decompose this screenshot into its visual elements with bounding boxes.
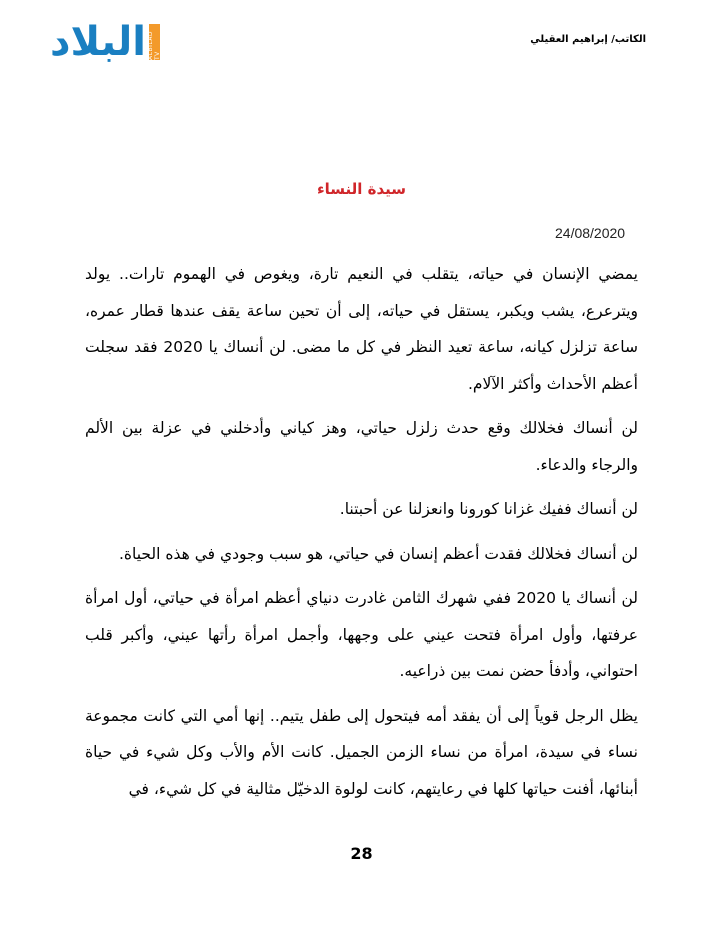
author-byline: الكاتب/ إبراهيم العقيلي [530, 34, 646, 45]
article-title: سيدة النساء [316, 180, 407, 198]
logo-text: البلاد [50, 19, 146, 65]
logo-tab [149, 24, 160, 60]
page-number: 28 [350, 844, 373, 863]
albilad-logo [50, 19, 162, 66]
paragraph: يمضي الإنسان في حياته، يتقلب في النعيم تارة، ويغوص في الهموم تارات.. يولد ويترعرع، يشب ويكبر، يستقل في حياته، إلى أن تحين ساعة يقف عندها قطار عمره، ساعة تزلزل كيانه، ساعة تعيد النظر في كل ما مضى. لن أنساك يا 2020 فقد سجلت أعظم الأحداث وأكثر الآلام. [85, 265, 638, 393]
article-body [85, 256, 638, 815]
logo-tab-text: ALBILAD TV [147, 30, 162, 60]
paragraph: يظل الرجل قوياً إلى أن يفقد أمه فيتحول إلى طفل يتيم.. إنها أمي التي كانت مجموعة نساء في سيدة، امرأة من نساء الزمن الجميل. كانت الأم والأب وكل شيء في حياة أبنائها، أفنت حياتها كلها في رعايتهم، كانت لولوة الدخيّل مثالية في كل شيء، في [85, 706, 638, 798]
article-date: 24/08/2020 [555, 225, 626, 241]
paragraph: لن أنساك فخلالك فقدت أعظم إنسان في حياتي، هو سبب وجودي في هذه الحياة. [118, 544, 638, 563]
paragraph: لن أنساك فخلالك وقع حدث زلزل حياتي، وهز كياني وأدخلني في عزلة بين الألم والرجاء والدعاء. [85, 419, 638, 474]
paragraph: لن أنساك يا 2020 ففي شهرك الثامن غادرت دنياي أعظم امرأة في حياتي، أول امرأة عرفتها، وأول امرأة فتحت عيني على وجهها، وأجمل امرأة رأتها عيني، وأكبر قلب احتواني، وأدفأ حضن نمت بين ذراعيه. [85, 589, 638, 680]
paragraph: لن أنساك ففيك غزانا كورونا وانعزلنا عن أحبتنا. [339, 500, 638, 518]
